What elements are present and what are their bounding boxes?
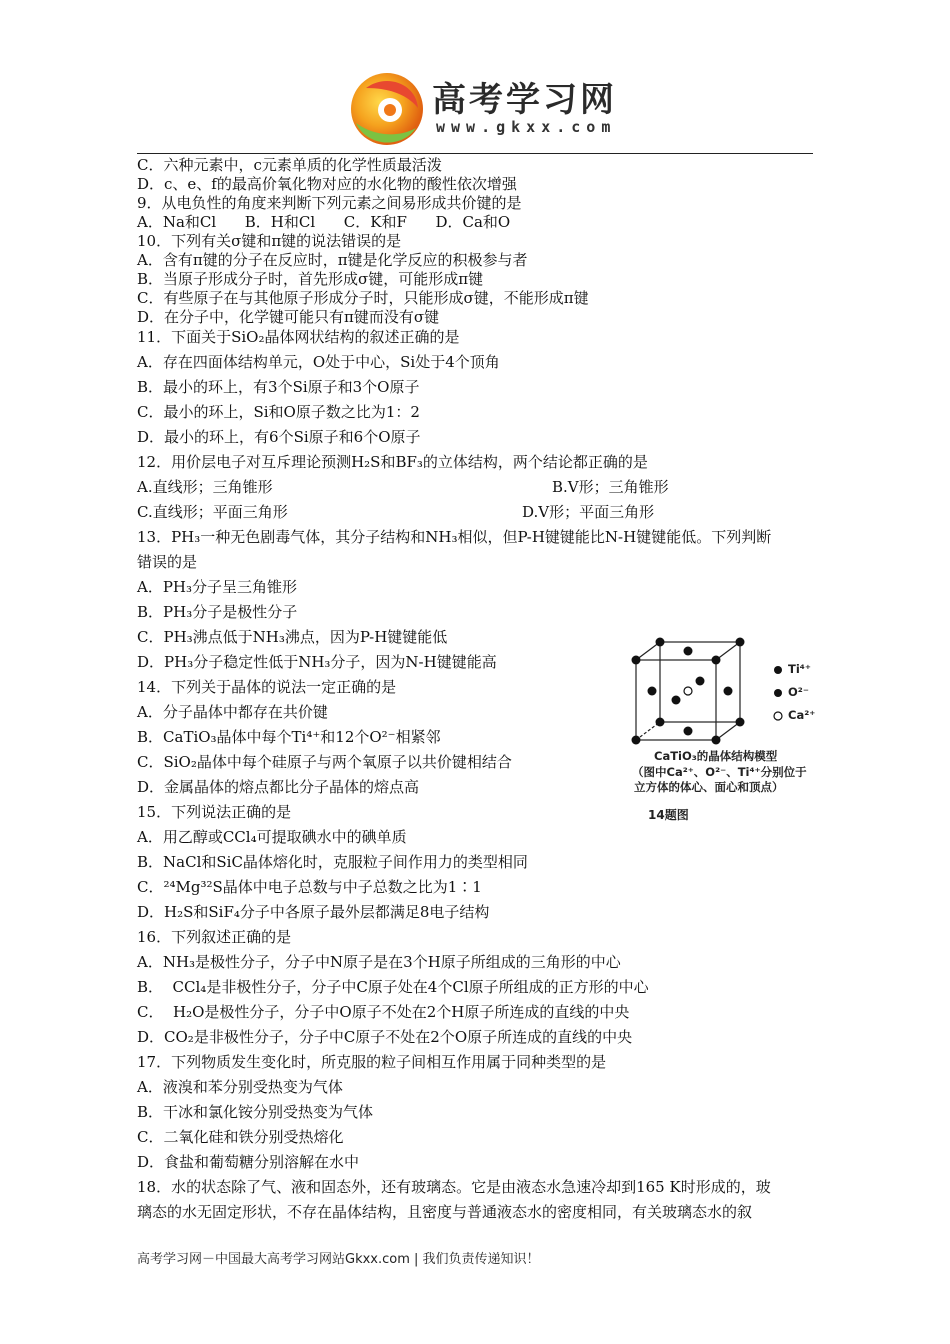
logo-icon [346, 68, 428, 150]
crystal-structure-figure [630, 636, 825, 826]
text-line: C．有些原子在与其他原子形成分子时，只能形成σ键，不能形成π键 [137, 289, 589, 307]
text-line: B． CCl₄是非极性分子，分子中C原子处在4个Cl原子所组成的正方形的中心 [137, 978, 649, 996]
figure-caption-line3: 立方体的体心、面心和顶点） [634, 780, 784, 794]
text-line: 10．下列有关σ键和π键的说法错误的是 [137, 232, 402, 250]
text-line: C．²⁴Mg³²S晶体中电子总数与中子总数之比为1∶1 [137, 878, 482, 896]
text-line: D．食盐和葡萄糖分别溶解在水中 [137, 1153, 360, 1171]
figure-caption-line1: CaTiO₃的晶体结构模型 [654, 749, 778, 763]
text-line: A．分子晶体中都存在共价键 [137, 703, 328, 721]
text-line: D．在分子中，化学键可能只有π键而没有σ键 [137, 308, 440, 326]
text-line: A．用乙醇或CCl₄可提取碘水中的碘单质 [137, 828, 407, 846]
text-line: D．H₂S和SiF₄分子中各原子最外层都满足8电子结构 [137, 903, 490, 921]
text-line: 14．下列关于晶体的说法一定正确的是 [137, 678, 397, 696]
text-line: A．PH₃分子呈三角锥形 [137, 578, 298, 596]
text-line: C．PH₃沸点低于NH₃沸点，因为P-H键键能低 [137, 628, 448, 646]
text-line: B．当原子形成分子时，首先形成σ键，可能形成π键 [137, 270, 484, 288]
text-line: 17．下列物质发生变化时，所克服的粒子间相互作用属于同种类型的是 [137, 1053, 607, 1071]
text-line: D．金属晶体的熔点都比分子晶体的熔点高 [137, 778, 420, 796]
text-line: 16．下列叙述正确的是 [137, 928, 292, 946]
text-line: D．c、e、f的最高价氧化物对应的水化物的酸性依次增强 [137, 175, 517, 193]
header-rule [137, 153, 813, 154]
text-line: 9．从电负性的角度来判断下列元素之间易形成共价键的是 [137, 194, 522, 212]
figure-caption-line2: （图中Ca²⁺、O²⁻、Ti⁴⁺分别位于 [632, 765, 807, 779]
text-line: D．最小的环上，有6个Si原子和6个O原子 [137, 428, 421, 446]
text-line: A．Na和Cl B．H和Cl C．K和F D．Ca和O [137, 213, 511, 231]
text-line: 12．用价层电子对互斥理论预测H₂S和BF₃的立体结构，两个结论都正确的是 [137, 453, 648, 471]
page-footer: 高考学习网－中国最大高考学习网站Gkxx.com | 我们负责传递知识！ [137, 1252, 540, 1267]
text-line: B．PH₃分子是极性分子 [137, 603, 298, 621]
text-line: 13．PH₃一种无色剧毒气体，其分子结构和NH₃相似，但P-H键键能比N-H键键能低。下列判断 [137, 528, 772, 546]
text-line: A．存在四面体结构单元，O处于中心，Si处于4个顶角 [137, 353, 500, 371]
text-line: A．NH₃是极性分子，分子中N原子是在3个H原子所组成的三角形的中心 [137, 953, 621, 971]
site-url: www.gkxx.com [436, 118, 617, 136]
text-line: B．干冰和氯化铵分别受热变为气体 [137, 1103, 374, 1121]
q12-option-a: A.直线形；三角锥形 [137, 478, 273, 496]
figure-label: 14题图 [648, 808, 689, 822]
legend-ca: Ca²⁺ [788, 708, 816, 722]
site-name: 高考学习网 [432, 80, 617, 120]
text-line: A．液溴和苯分别受热变为气体 [137, 1078, 343, 1096]
text-line: C．二氧化硅和铁分别受热熔化 [137, 1128, 344, 1146]
text-line: D．CO₂是非极性分子，分子中C原子不处在2个O原子所连成的直线的中央 [137, 1028, 633, 1046]
text-line: 18．水的状态除了气、液和固态外，还有玻璃态。它是由液态水急速冷却到165 K时形成的，玻 [137, 1178, 771, 1196]
text-line: 璃态的水无固定形状，不存在晶体结构，且密度与普通液态水的密度相同，有关玻璃态水的叙 [137, 1203, 753, 1221]
q12-option-b: B.V形；三角锥形 [552, 478, 669, 496]
text-line: C．最小的环上，Si和O原子数之比为1：2 [137, 403, 420, 421]
legend-o: O²⁻ [788, 685, 809, 699]
page-header [0, 0, 950, 160]
text-line: B．最小的环上，有3个Si原子和3个O原子 [137, 378, 420, 396]
q12-option-c: C.直线形；平面三角形 [137, 503, 288, 521]
text-line: C． H₂O是极性分子，分子中O原子不处在2个H原子所连成的直线的中央 [137, 1003, 630, 1021]
text-line: D．PH₃分子稳定性低于NH₃分子，因为N-H键键能高 [137, 653, 497, 671]
text-line: 错误的是 [137, 553, 198, 571]
text-line: 11．下面关于SiO₂晶体网状结构的叙述正确的是 [137, 328, 460, 346]
text-line: B．NaCl和SiC晶体熔化时，克服粒子间作用力的类型相同 [137, 853, 528, 871]
text-line: C．SiO₂晶体中每个硅原子与两个氧原子以共价键相结合 [137, 753, 512, 771]
text-line: A．含有π键的分子在反应时，π键是化学反应的积极参与者 [137, 251, 528, 269]
text-line: B．CaTiO₃晶体中每个Ti⁴⁺和12个O²⁻相紧邻 [137, 728, 441, 746]
text-line: C．六种元素中，c元素单质的化学性质最活泼 [137, 156, 442, 174]
q12-option-d: D.V形；平面三角形 [522, 503, 655, 521]
legend-ti: Ti⁴⁺ [788, 662, 811, 676]
text-line: 15．下列说法正确的是 [137, 803, 292, 821]
